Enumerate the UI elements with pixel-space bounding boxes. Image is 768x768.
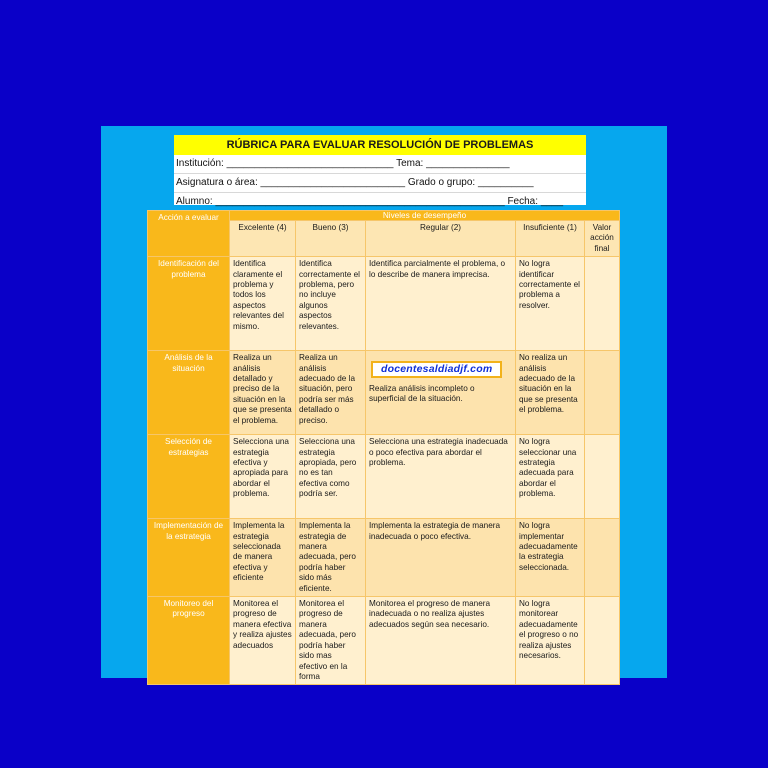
asignatura-blank: __________________________ xyxy=(260,177,406,188)
cell-insuficiente: No logra implementar adecuadamente la estrategia seleccionada. xyxy=(516,519,585,597)
cell-regular: Identifica parcialmente el problema, o lo describe de manera imprecisa. xyxy=(366,257,516,351)
table-row xyxy=(148,435,620,519)
cell-valor[interactable] xyxy=(585,351,620,435)
action-header: Acción a evaluar xyxy=(148,211,230,257)
tema-label: Tema: xyxy=(396,158,424,169)
row-action-label: Implementación de la estrategia xyxy=(148,519,230,597)
column-header-regular: Regular (2) xyxy=(366,221,516,257)
tema-blank: _______________ xyxy=(426,158,510,169)
cell-excelente: Identifica claramente el problema y todos los aspectos relevantes del mismo. xyxy=(230,257,296,351)
cell-regular: Implementa la estrategia de manera inadecuada o poco efectiva. xyxy=(366,519,516,597)
watermark-logo: docentesaldiadjf.com xyxy=(371,361,502,377)
fecha-blank: ____ xyxy=(540,196,564,207)
asignatura-label: Asignatura o área: xyxy=(176,177,258,188)
cell-insuficiente: No logra identificar correctamente el problema a resolver. xyxy=(516,257,585,351)
row-action-label: Monitoreo del progreso xyxy=(148,597,230,685)
cell-bueno: Selecciona una estrategia apropiada, pero no es tan efectiva como podría ser. xyxy=(296,435,366,519)
grado-label: Grado o grupo: xyxy=(407,177,476,188)
rubric-header xyxy=(174,135,586,205)
alumno-line xyxy=(174,193,586,211)
cell-regular xyxy=(366,351,516,435)
cell-insuficiente: No logra seleccionar una estrategia adecuada para abordar el problema. xyxy=(516,435,585,519)
institucion-label: Institución: xyxy=(176,158,224,169)
page-title: RÚBRICA PARA EVALUAR RESOLUCIÓN DE PROBLEMAS xyxy=(174,135,586,155)
cell-excelente: Selecciona una estrategia efectiva y apropiada para abordar el problema. xyxy=(230,435,296,519)
cell-regular: Selecciona una estrategia inadecuada o poco efectiva para abordar el problema. xyxy=(366,435,516,519)
cell-bueno: Identifica correctamente el problema, pero no incluye algunos aspectos relevantes. xyxy=(296,257,366,351)
alumno-label: Alumno: xyxy=(176,196,213,207)
fecha-label: Fecha: xyxy=(507,196,539,207)
cell-bueno: Implementa la estrategia de manera adecuada, pero podría haber sido más eficiente. xyxy=(296,519,366,597)
column-header-excelente: Excelente (4) xyxy=(230,221,296,257)
asignatura-line xyxy=(174,174,586,193)
table-row xyxy=(148,257,620,351)
cell-bueno: Monitorea el progreso de manera adecuada, pero podría haber sido mas efectivo en la forma xyxy=(296,597,366,685)
cell-excelente: Implementa la estrategia seleccionada de manera efectiva y eficiente xyxy=(230,519,296,597)
cell-bueno: Realiza un análisis adecuado de la situación, pero podría ser más detallado o preciso. xyxy=(296,351,366,435)
cell-excelente: Monitorea el progreso de manera efectiva y realiza ajustes adecuados xyxy=(230,597,296,685)
alumno-blank: ____________________________________________________ xyxy=(215,196,505,207)
cell-valor[interactable] xyxy=(585,519,620,597)
table-row xyxy=(148,351,620,435)
cell-valor[interactable] xyxy=(585,597,620,685)
institucion-line xyxy=(174,155,586,174)
row-action-label: Identificación del problema xyxy=(148,257,230,351)
column-header-valor: Valor acción final xyxy=(585,221,620,257)
column-header-insuficiente: Insuficiente (1) xyxy=(516,221,585,257)
cell-valor[interactable] xyxy=(585,257,620,351)
cell-regular: Monitorea el progreso de manera inadecuada o no realiza ajustes adecuados según sea necesario. xyxy=(366,597,516,685)
cell-insuficiente: No realiza un análisis adecuado de la situación en la que se presenta el problema. xyxy=(516,351,585,435)
levels-header: Niveles de desempeño xyxy=(230,211,620,221)
institucion-blank: ______________________________ xyxy=(226,158,394,169)
grado-blank: __________ xyxy=(477,177,534,188)
rubric-table xyxy=(147,210,620,685)
table-row xyxy=(148,519,620,597)
cell-valor[interactable] xyxy=(585,435,620,519)
cell-insuficiente: No logra monitorear adecuadamente el progreso o no realiza ajustes necesarios. xyxy=(516,597,585,685)
row-action-label: Análisis de la situación xyxy=(148,351,230,435)
cell-regular-text: Realiza análisis incompleto o superficial de la situación. xyxy=(369,383,475,404)
table-row xyxy=(148,597,620,685)
cell-excelente: Realiza un análisis detallado y preciso de la situación en la que se presenta el problema. xyxy=(230,351,296,435)
row-action-label: Selección de estrategias xyxy=(148,435,230,519)
column-header-bueno: Bueno (3) xyxy=(296,221,366,257)
